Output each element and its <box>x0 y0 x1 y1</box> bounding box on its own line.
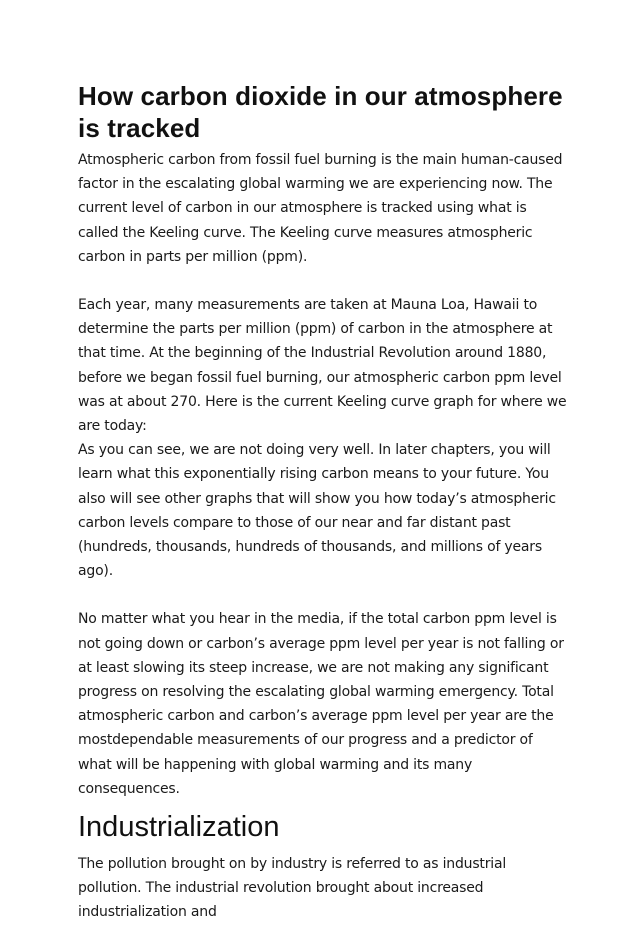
paragraph-spacer <box>78 583 568 607</box>
section-title-industrialization: Industrialization <box>78 811 280 844</box>
section-title-carbon-tracking: How carbon dioxide in our atmosphere is tracked <box>78 81 563 143</box>
paragraph-intro: Atmospheric carbon from fossil fuel burning is the main human-caused factor in the escalating global warming we are experiencing now. The current level of carbon in our atmosphere is tracked using what is called the Keeling curve. The Keeling curve measures atmospheric carbon in parts per million (ppm). <box>78 152 563 265</box>
document-body <box>78 80 568 925</box>
paragraph-media: No matter what you hear in the media, if the total carbon ppm level is not going down or carbon’s average ppm level per year is not falling or at least slowing its steep increase, we are not making any significant progress on resolving the escalating global warming emergency. Total atmospheric carbon and carbon’s average ppm level per year are the mostdependable measurements of our progress and a predictor of what will be happening with global warming and its many consequences. <box>78 611 564 797</box>
paragraph-spacer <box>78 269 568 293</box>
paragraph-doing-well: As you can see, we are not doing very well. In later chapters, you will learn what this exponentially rising carbon means to your future. You also will see other graphs that will show you how today’s atmospheric carbon levels compare to those of our near and far distant past (hundreds, thousands, hundreds of thousands, and millions of years ago). <box>78 442 556 580</box>
paragraph-industrial-pollution: The pollution brought on by industry is referred to as industrial pollution. The industrial revolution brought about increased industrialization and <box>78 856 507 921</box>
paragraph-mauna-loa: Each year, many measurements are taken at Mauna Loa, Hawaii to determine the parts per million (ppm) of carbon in the atmosphere at that time. At the beginning of the Industrial Revolution around 1880, before we began fossil fuel burning, our atmospheric carbon ppm level was at about 270. Here is the current Keeling curve graph for where we are today: <box>78 297 567 435</box>
